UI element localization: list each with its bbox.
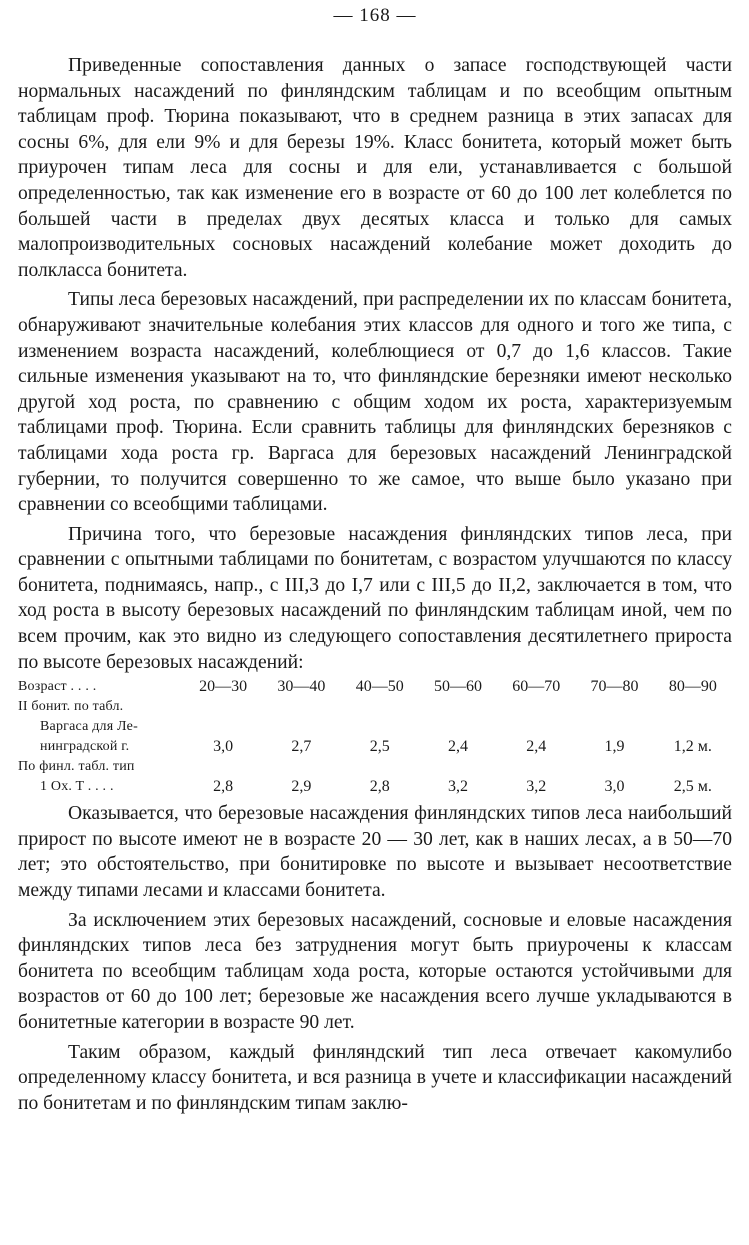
table-cell: 2,7 xyxy=(291,738,312,756)
table-cell: 3,0 xyxy=(604,778,625,796)
age-col: 40—50 xyxy=(355,678,404,696)
page-number: — 168 — xyxy=(333,5,417,26)
table-cell: 2,5 xyxy=(369,738,390,756)
age-col: 20—30 xyxy=(199,678,248,696)
age-label: Возраст . . . . xyxy=(18,679,97,695)
paragraph-2: Типы леса березовых насаждений, при распределении их по классам бонитета, обнаруживают значительные колебания этих классов для одного и того же типа, с изменением возраста насаждений, колеблющиеся от 0,7 до 1,6 классов. Такие сильные изменения указывают на то, что финляндские березняки имеют несколько другой ход роста, по сравнению с общим ходом их роста, характеризуемым таблицами проф. Тюрина. Если сравнить таблицы для финляндских березняков с таблицами хода роста гр. Варгаса для березовых насаждений Ленинградской губернии, то получится совершенно то же самое, что выше было указано при сравнении со всеобщими таблицами. xyxy=(18,289,732,516)
paragraph-6: Таким образом, каждый финляндский тип леса отвечает какомулибо определенному классу бонитета, и вся разница в учете и классификации насаждений по бонитетам и по финляндским типам заклю- xyxy=(18,1041,732,1114)
paragraph-3: Причина того, что березовые насаждения финляндских типов леса, при сравнении с опытными таблицами по бонитетам, с возрастом улучшаются по классу бонитета, поднимаясь, напр., с III,3 до I,7 или с III,5 до II,2, заключается в том, что ход роста в высоту березовых насаждений по финляндским таблицам иной, чем по всем прочим, как это видно из следующего сопоставления десятилетнего прироста по высоте березовых насаждений: xyxy=(18,523,732,673)
row-label: По финл. табл. тип xyxy=(18,759,135,775)
table-row xyxy=(18,697,732,717)
row-label: II бонит. по табл. xyxy=(18,699,124,715)
row-label: 1 Ox. T . . . . xyxy=(40,779,114,795)
table-cell: 2,4 xyxy=(526,738,547,756)
table-row xyxy=(18,717,732,737)
table-cell: 1,2 м. xyxy=(673,738,712,756)
height-growth-table xyxy=(18,677,732,797)
age-col: 50—60 xyxy=(433,678,482,696)
row-label: нинградской г. xyxy=(40,739,130,755)
paragraph-4: Оказывается, что березовые насаждения финляндских типов леса наибольший прирост по высоте имеют не в возрасте 20 — 30 лет, как в наших лесах, а в 50—70 лет; это обстоятельство, при бонитировке по высоте и вызывает несоответствие между типами лесами и классами бонитета. xyxy=(18,803,732,902)
table-cell: 3,0 xyxy=(213,738,234,756)
paragraph-1: Приведенные сопоставления данных о запасе господствующей части нормальных насаждений по финляндским таблицам и по всеобщим опытным таблицам проф. Тюрина показывают, что в среднем разница в этих запасах для сосны 6%, для ели 9% и для березы 19%. Класс бонитета, который может быть приурочен типам леса для сосны и для ели, устанавливается с большой определенностью, так как изменение его в возрасте от 60 до 100 лет колеблется по большей части в пределах двух десятых класса и только для самых малопроизводительных сосновых насаждений колебание может доходить до полкласса бонитета. xyxy=(18,55,732,281)
table-header-row xyxy=(18,677,732,697)
age-col: 80—90 xyxy=(668,678,717,696)
table-cell: 3,2 xyxy=(447,778,468,796)
paragraph-5: За исключением этих березовых насаждений, сосновые и еловые насаждения финляндских типов леса без затруднения могут быть приурочены к классам бонитета по всеобщим таблицам хода роста, которые остаются устойчивыми для возрастов от 60 до 100 лет; березовые же насаждения всего лучше укладываются в бонитетные категории в возрасте 90 лет. xyxy=(18,909,732,1033)
table-cell: 2,8 xyxy=(369,778,390,796)
row-label: Варгаса для Ле- xyxy=(40,719,138,735)
age-col: 70—80 xyxy=(590,678,639,696)
table-cell: 2,4 xyxy=(447,738,468,756)
table-row xyxy=(18,757,732,777)
table-cell: 2,9 xyxy=(291,778,312,796)
table-row xyxy=(18,737,732,757)
table-cell: 1,9 xyxy=(604,738,625,756)
document-page xyxy=(18,0,732,1120)
table-cell: 2,8 xyxy=(213,778,234,796)
age-col: 30—40 xyxy=(277,678,326,696)
table-cell: 3,2 xyxy=(526,778,547,796)
table-cell: 2,5 м. xyxy=(673,778,712,796)
age-col: 60—70 xyxy=(512,678,561,696)
table-row xyxy=(18,777,732,797)
